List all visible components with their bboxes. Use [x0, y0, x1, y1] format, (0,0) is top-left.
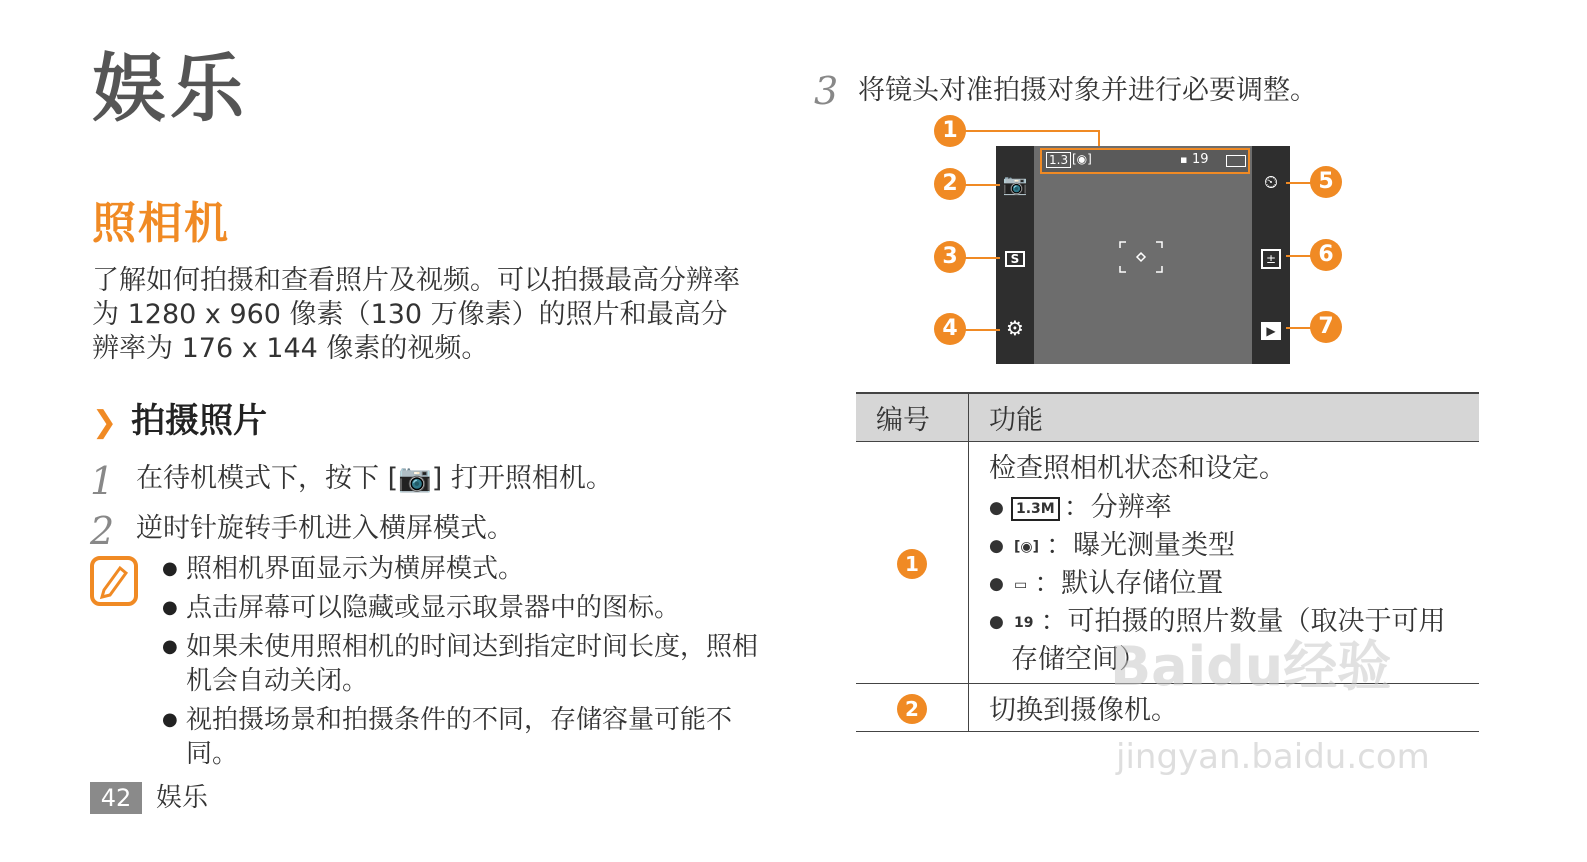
step-number: 3	[814, 69, 839, 113]
battery-icon	[1226, 155, 1246, 167]
camera-status-bar	[1040, 148, 1250, 174]
callout-line	[960, 329, 1000, 331]
row-description: 检查照相机状态和设定。	[989, 453, 1286, 484]
storage-icon: ▪	[1180, 153, 1188, 166]
note-item: ● 如果未使用照相机的时间达到指定时间长度，照相机会自动关闭。	[162, 630, 762, 698]
callout-1: 1	[934, 115, 966, 147]
photo-count-icon: 19	[1014, 614, 1034, 631]
status-item	[989, 565, 1459, 603]
camera-screen	[996, 146, 1290, 364]
row-callout: 2	[897, 694, 927, 724]
table-cell-function: 切换到摄像机。	[969, 684, 1480, 732]
timer-off-icon[interactable]: ⏲	[1263, 172, 1279, 193]
watermark-logo: Baidu经验	[1110, 635, 1392, 698]
status-item-text: ：分辨率	[1063, 492, 1172, 523]
section-title: 照相机	[92, 198, 230, 249]
status-item	[989, 489, 1459, 527]
metering-icon: [◉]	[1014, 538, 1040, 555]
metering-icon: [◉]	[1072, 152, 1092, 166]
callout-line	[1098, 130, 1100, 146]
chapter-title: 娱乐	[92, 46, 248, 132]
focus-frame	[1118, 240, 1164, 274]
camera-right-bar	[1252, 146, 1290, 364]
status-item-text: ：曝光测量类型	[1046, 530, 1236, 561]
callout-7: 7	[1310, 311, 1342, 343]
callout-3: 3	[934, 241, 966, 273]
note-item: ● 照相机界面显示为横屏模式。	[162, 552, 762, 586]
page-number: 42	[90, 782, 142, 814]
status-item-text: ：默认存储位置	[1034, 568, 1224, 599]
photo-count: 19	[1192, 152, 1209, 167]
callout-line	[960, 257, 1000, 259]
table-header-row	[856, 393, 1479, 442]
note-item: ● 视拍摄场景和拍摄条件的不同，存储容量可能不同。	[162, 703, 762, 771]
resolution-icon: 1.3M	[1011, 497, 1060, 521]
sub-heading	[92, 401, 268, 441]
callout-line	[962, 130, 1100, 132]
status-item	[989, 527, 1459, 565]
intro-paragraph: 了解如何拍摄和查看照片及视频。可以拍摄最高分辨率为 1280 x 960 像素（130 万像素）的照片和最高分辨率为 176 x 144 像素的视频。	[92, 265, 740, 364]
callout-5: 5	[1310, 166, 1342, 198]
note-icon	[90, 556, 138, 606]
table-cell-number	[856, 684, 969, 732]
callout-line	[960, 184, 1000, 186]
table-cell-number	[856, 442, 969, 684]
settings-icon[interactable]: ⚙	[1006, 316, 1024, 340]
scene-icon[interactable]: S	[996, 246, 1034, 267]
step-text: 将镜头对准拍摄对象并进行必要调整。	[858, 75, 1317, 106]
callout-2: 2	[934, 168, 966, 200]
note-list	[162, 552, 762, 776]
status-item-text: ：可拍摄的照片数量（取决于可用存储空间）	[1011, 606, 1446, 675]
row-callout: 1	[897, 549, 927, 579]
camera-icon[interactable]: 📷	[1002, 172, 1028, 196]
callout-6: 6	[1310, 239, 1342, 271]
callout-4: 4	[934, 313, 966, 345]
step-text: 逆时针旋转手机进入横屏模式。	[136, 513, 514, 544]
table-header-function: 功能	[969, 393, 1480, 442]
step-text: 在待机模式下，按下 [📷] 打开照相机。	[136, 463, 613, 494]
step-number: 1	[90, 459, 115, 503]
storage-icon: ▭	[1014, 576, 1028, 593]
exposure-icon[interactable]: ±	[1252, 246, 1290, 269]
resolution-icon: 1.3	[1046, 152, 1071, 168]
note-item: ● 点击屏幕可以隐藏或显示取景器中的图标。	[162, 591, 762, 625]
table-header-number: 编号	[856, 393, 969, 442]
chevron-right-icon: ❯	[92, 405, 118, 440]
page-label: 娱乐	[156, 783, 209, 813]
camera-left-bar	[996, 146, 1034, 364]
step-number: 2	[90, 509, 115, 553]
play-icon[interactable]: ▶	[1252, 318, 1290, 340]
sub-heading-text: 拍摄照片	[131, 401, 268, 441]
watermark-url: jingyan.baidu.com	[1116, 737, 1430, 777]
